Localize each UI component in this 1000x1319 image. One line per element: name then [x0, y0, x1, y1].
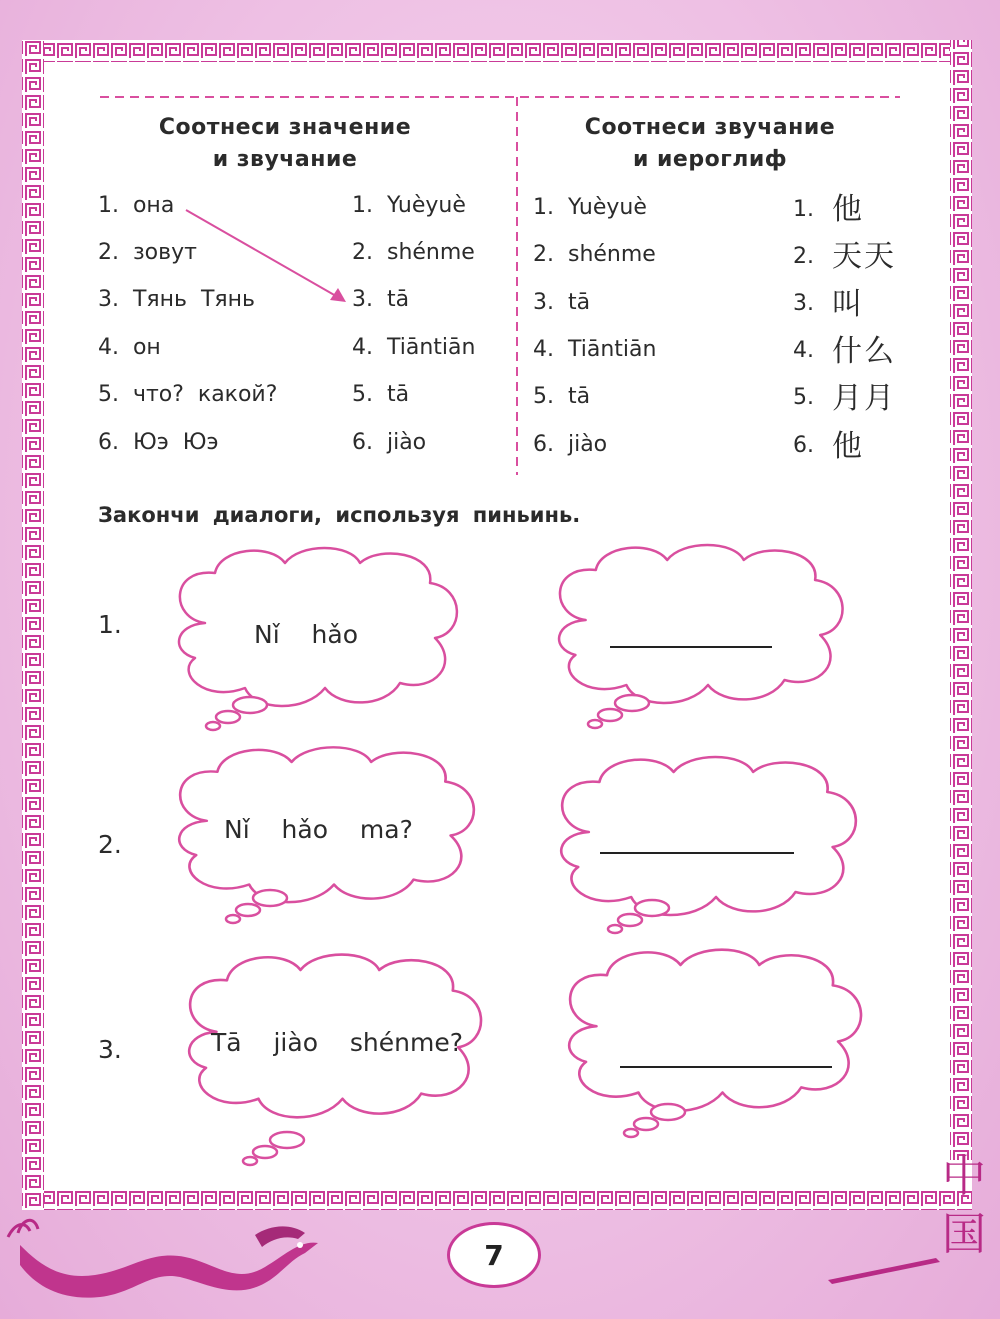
answer-line-2[interactable]	[600, 852, 794, 854]
meaning-item-2: 2. зовут	[98, 240, 197, 265]
dialog-prompt-1: Nǐ hǎo	[254, 620, 359, 649]
pinyin-item-5: 5. tā	[533, 384, 591, 409]
hanzi-4: 什么	[832, 334, 896, 369]
answer-bubble-2	[561, 757, 856, 915]
dialog-number-2: 2.	[98, 830, 122, 859]
prompt-bubble-2-tail	[226, 890, 287, 923]
prompt-bubble-1-tail	[206, 697, 267, 730]
prompt-bubble-3-tail	[243, 1132, 304, 1165]
brush-icon	[826, 1250, 946, 1290]
answer-bubble-3-tail	[624, 1104, 685, 1137]
hanzi-6: 他	[832, 429, 864, 464]
answer-bubble-2-tail	[608, 900, 669, 933]
hanzi-2: 天天	[832, 239, 896, 274]
sound-item-3: 3. tā	[352, 287, 410, 312]
hanzi-number-2: 2.	[793, 244, 814, 269]
sound-item-2: 2. shénme	[352, 240, 475, 265]
hanzi-1: 他	[832, 192, 864, 227]
left-title-line2: и звучание	[212, 147, 358, 172]
hanzi-number-3: 3.	[793, 291, 814, 316]
meaning-item-5: 5. что? какой?	[98, 382, 278, 407]
hanzi-number-4: 4.	[793, 338, 814, 363]
meaning-item-1: 1. она	[98, 193, 175, 218]
answer-bubble-1	[559, 545, 842, 703]
hanzi-number-1: 1.	[793, 197, 814, 222]
dialog-prompt-2: Nǐ hǎo ma?	[224, 815, 413, 844]
hanzi-3: 叫	[832, 287, 864, 322]
answer-line-1[interactable]	[610, 646, 772, 648]
pinyin-item-1: 1. Yuèyuè	[533, 195, 647, 220]
answer-line-3[interactable]	[620, 1066, 832, 1068]
answer-bubble-3	[569, 950, 861, 1111]
pinyin-item-6: 6. jiào	[533, 432, 608, 457]
dialog-number-3: 3.	[98, 1035, 122, 1064]
pinyin-item-2: 2. shénme	[533, 242, 656, 267]
hanzi-number-6: 6.	[793, 433, 814, 458]
answer-bubble-1-tail	[588, 695, 649, 728]
corner-hanzi-1: 中	[942, 1151, 986, 1202]
sound-item-6: 6. jiào	[352, 430, 427, 455]
sound-item-1: 1. Yuèyuè	[352, 193, 466, 218]
dragon-illustration	[0, 1205, 330, 1319]
meaning-item-4: 4. он	[98, 335, 161, 360]
right-title-line1: Соотнеси звучание	[584, 115, 836, 140]
meaning-item-6: 6. Юэ Юэ	[98, 430, 219, 455]
meaning-item-3: 3. Тянь Тянь	[98, 287, 256, 312]
hanzi-number-5: 5.	[793, 385, 814, 410]
pinyin-item-4: 4. Tiāntiān	[533, 337, 657, 362]
dialog-instruction: Закончи диалоги, используя пиньинь.	[98, 503, 581, 527]
hanzi-5: 月月	[832, 381, 896, 416]
sound-item-4: 4. Tiāntiān	[352, 335, 476, 360]
corner-hanzi-2: 国	[942, 1209, 986, 1260]
dialog-prompt-3: Tā jiào shénme?	[211, 1028, 463, 1057]
dialog-number-1: 1.	[98, 610, 122, 639]
left-title-line1: Соотнеси значение	[158, 115, 412, 140]
right-title-line2: и иероглиф	[632, 147, 788, 172]
pinyin-item-3: 3. tā	[533, 290, 591, 315]
page-number: 7	[447, 1222, 541, 1288]
sound-item-5: 5. tā	[352, 382, 410, 407]
